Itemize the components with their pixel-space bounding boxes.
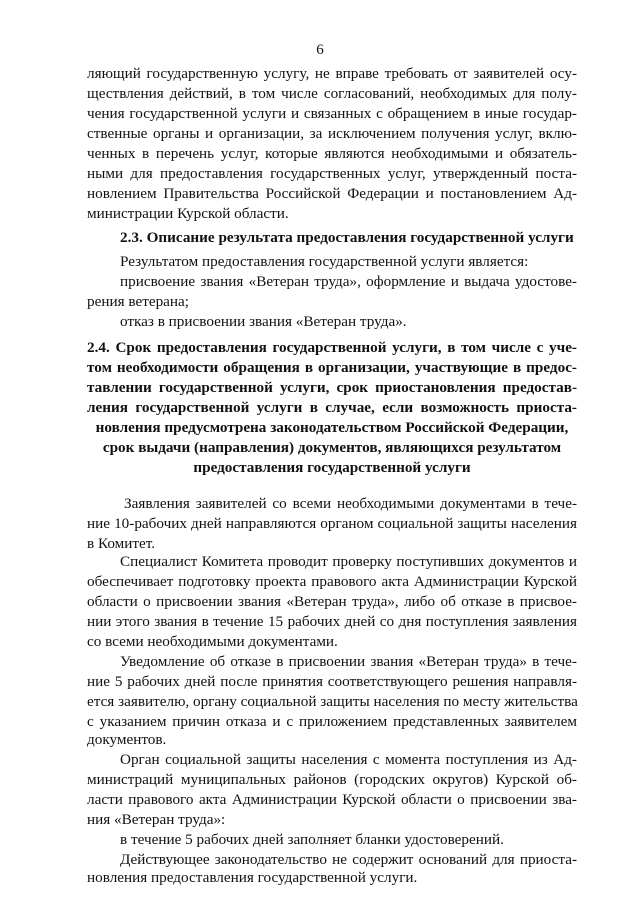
section-2-4-line: Уведомление об отказе в присвоении звания «Ветеран труда» в тече- xyxy=(120,653,577,670)
section-2-4-line: ние 10-рабочих дней направляются органом социальной защиты населения xyxy=(87,515,577,532)
section-2-4-line: в течение 5 рабочих дней заполняет бланки удостоверений. xyxy=(120,831,504,848)
intro-line: ченных в перечень услуг, которые являются необходимыми и обязатель- xyxy=(87,145,577,162)
section-2-4-line: ласти правового акта Администрации Курской области о присвоении зва- xyxy=(87,791,577,808)
section-2-4-line: документов. xyxy=(87,731,167,748)
section-2-4-heading-line: ления государственной услуги в случае, если возможность приоста- xyxy=(87,399,577,416)
section-2-4-heading-line: том необходимости обращения в организации, участвующие в предос- xyxy=(87,359,577,376)
section-2-4-line: с указанием причин отказа и с приложением представленных заявителем xyxy=(87,713,577,730)
section-2-3-heading: 2.3. Описание результата предоставления государственной услуги xyxy=(120,229,574,246)
intro-line: ществления действий, в том числе согласований, необходимых для полу- xyxy=(87,85,577,102)
section-2-4-heading-line: тавлении государственной услуги, срок приостановления предостав- xyxy=(87,379,577,396)
intro-line: ляющий государственную услугу, не вправе требовать от заявителей осу- xyxy=(87,65,577,82)
section-2-4-heading-line: новления предусмотрена законодательством Российской Федерации, xyxy=(95,419,569,436)
section-2-4-line: ние 5 рабочих дней после принятия соответствующего решения направля- xyxy=(87,673,577,690)
section-2-4-line: Действующее законодательство не содержит оснований для приоста- xyxy=(120,851,577,868)
intro-line: чения государственной услуги и связанных с обращением в иные государ- xyxy=(87,105,577,122)
section-2-4-line: новления предоставления государственной услуги. xyxy=(87,869,418,886)
section-2-4-line: Орган социальной защиты населения с момента поступления из Ад- xyxy=(120,751,577,768)
section-2-4-line: в Комитет. xyxy=(87,535,156,552)
section-2-3-line: отказ в присвоении звания «Ветеран труда». xyxy=(120,313,407,330)
intro-line: министрации Курской области. xyxy=(87,205,289,222)
section-2-4-line: области о присвоении звания «Ветеран труда», либо об отказе в присвое- xyxy=(87,593,577,610)
section-2-3-line: рения ветерана; xyxy=(87,293,189,310)
page-number: 6 xyxy=(316,42,324,58)
section-2-4-line: нии этого звания в течение 15 рабочих дней со дня поступления заявления xyxy=(87,613,577,630)
section-2-4-heading-line: 2.4. Срок предоставления государственной услуги, в том числе с уче- xyxy=(87,339,577,356)
intro-line: ными для предоставления государственных услуг, утвержденный поста- xyxy=(87,165,577,182)
section-2-4-heading-line: срок выдачи (направления) документов, являющихся результатом xyxy=(102,439,562,456)
section-2-3-line: присвоение звания «Ветеран труда», оформление и выдача удостове- xyxy=(120,273,577,290)
section-2-4-line: Специалист Комитета проводит проверку поступивших документов и xyxy=(120,553,577,570)
intro-line: ственные органы и организации, за исключением получения услуг, вклю- xyxy=(87,125,577,142)
intro-line: новлением Правительства Российской Федерации и постановлением Ад- xyxy=(87,185,577,202)
section-2-4-line: Заявления заявителей со всеми необходимыми документами в тече- xyxy=(124,495,577,512)
section-2-3-line: Результатом предоставления государственной услуги является: xyxy=(120,253,529,270)
section-2-4-line: обеспечивает подготовку проекта правового акта Администрации Курской xyxy=(87,573,577,590)
section-2-4-heading-line: предоставления государственной услуги xyxy=(193,459,471,476)
section-2-4-line: со всеми необходимыми документами. xyxy=(87,633,338,650)
section-2-4-line: ния «Ветеран труда»: xyxy=(87,811,226,828)
section-2-4-line: министраций муниципальных районов (городских округов) Курской об- xyxy=(87,771,577,788)
section-2-4-line: ется заявителю, органу социальной защиты населения по месту жительства xyxy=(87,693,578,710)
